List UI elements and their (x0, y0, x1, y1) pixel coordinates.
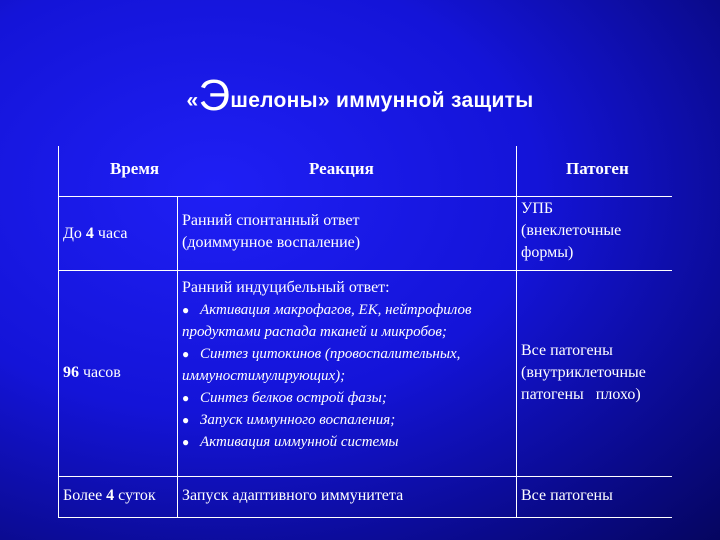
row1-time (63, 223, 127, 245)
row1-pathogen-line: УПБ (521, 200, 554, 217)
list-item-text: Запуск иммунного воспаления; (200, 412, 396, 428)
table-bottom-border (58, 517, 672, 518)
row3-time-suffix: суток (114, 487, 156, 504)
row3-time (63, 485, 156, 507)
list-item (182, 387, 472, 409)
list-item-text: Активация макрофагов, ЕК, нейтрофилов (200, 302, 472, 318)
list-item (182, 409, 472, 431)
list-item-text: Синтез белков острой фазы; (200, 390, 387, 406)
row3-time-number: 4 (106, 487, 115, 504)
row1-pathogen (521, 198, 621, 264)
row1-time-suffix: часа (93, 225, 128, 242)
row2-pathogen-line: Все патогены (521, 342, 613, 359)
list-item-text: иммуностимулирующих); (182, 368, 346, 384)
row1-reaction-line: (доиммунное воспаление) (182, 234, 361, 251)
row3-reaction-line: Запуск адаптивного иммунитета (182, 487, 404, 504)
row3-reaction (182, 485, 403, 507)
header-pathogen: Патоген (566, 159, 629, 178)
row-divider-0 (58, 196, 672, 197)
bullet-icon: ● (182, 435, 190, 449)
list-item-continuation (182, 321, 472, 343)
row1-pathogen-line: формы) (521, 244, 574, 261)
row1-reaction-line: Ранний спонтанный ответ (182, 212, 360, 229)
list-item-text: продуктами распада тканей и микробов; (182, 324, 447, 340)
reaction-bullet-list (182, 299, 472, 453)
row1-time-prefix: До (63, 225, 86, 242)
bullet-icon: ● (182, 347, 190, 361)
bullet-icon: ● (182, 391, 190, 405)
row-divider-1 (58, 270, 672, 271)
row1-reaction (182, 210, 360, 254)
title-rest: шелоны» иммунной защиты (230, 89, 534, 112)
bullet-icon: ● (182, 413, 190, 427)
row2-reaction-heading: Ранний индуцибельный ответ: (182, 279, 390, 296)
list-item (182, 343, 472, 365)
slide-title (0, 71, 720, 120)
row3-pathogen (521, 485, 613, 507)
list-item-text: Синтез цитокинов (провоспалительных, (200, 346, 461, 362)
row2-pathogen-line: (внутриклеточные (521, 364, 646, 381)
title-big-letter: Э (198, 71, 231, 120)
row1-pathogen-line: (внеклеточные (521, 222, 622, 239)
row2-pathogen-line: патогены плохо) (521, 386, 641, 403)
row2-reaction (182, 277, 472, 453)
list-item (182, 431, 472, 453)
row3-pathogen-line: Все патогены (521, 487, 613, 504)
row2-time (63, 362, 121, 384)
row2-time-number: 96 (63, 364, 79, 381)
column-divider-2 (516, 146, 517, 518)
table-left-border (58, 146, 59, 518)
list-item-continuation (182, 365, 472, 387)
header-reaction: Реакция (309, 159, 374, 178)
title-open-quote: « (186, 89, 199, 112)
header-time: Время (110, 159, 160, 178)
row2-time-suffix: часов (79, 364, 121, 381)
row2-pathogen (521, 340, 646, 406)
table-header (58, 146, 672, 196)
echelon-table (58, 146, 672, 518)
list-item-text: Активация иммунной системы (200, 434, 399, 450)
column-divider-1 (177, 196, 178, 518)
list-item (182, 299, 472, 321)
row-divider-2 (58, 476, 672, 477)
row1-time-number: 4 (85, 225, 94, 242)
row3-time-prefix: Более (63, 487, 107, 504)
bullet-icon: ● (182, 303, 190, 317)
